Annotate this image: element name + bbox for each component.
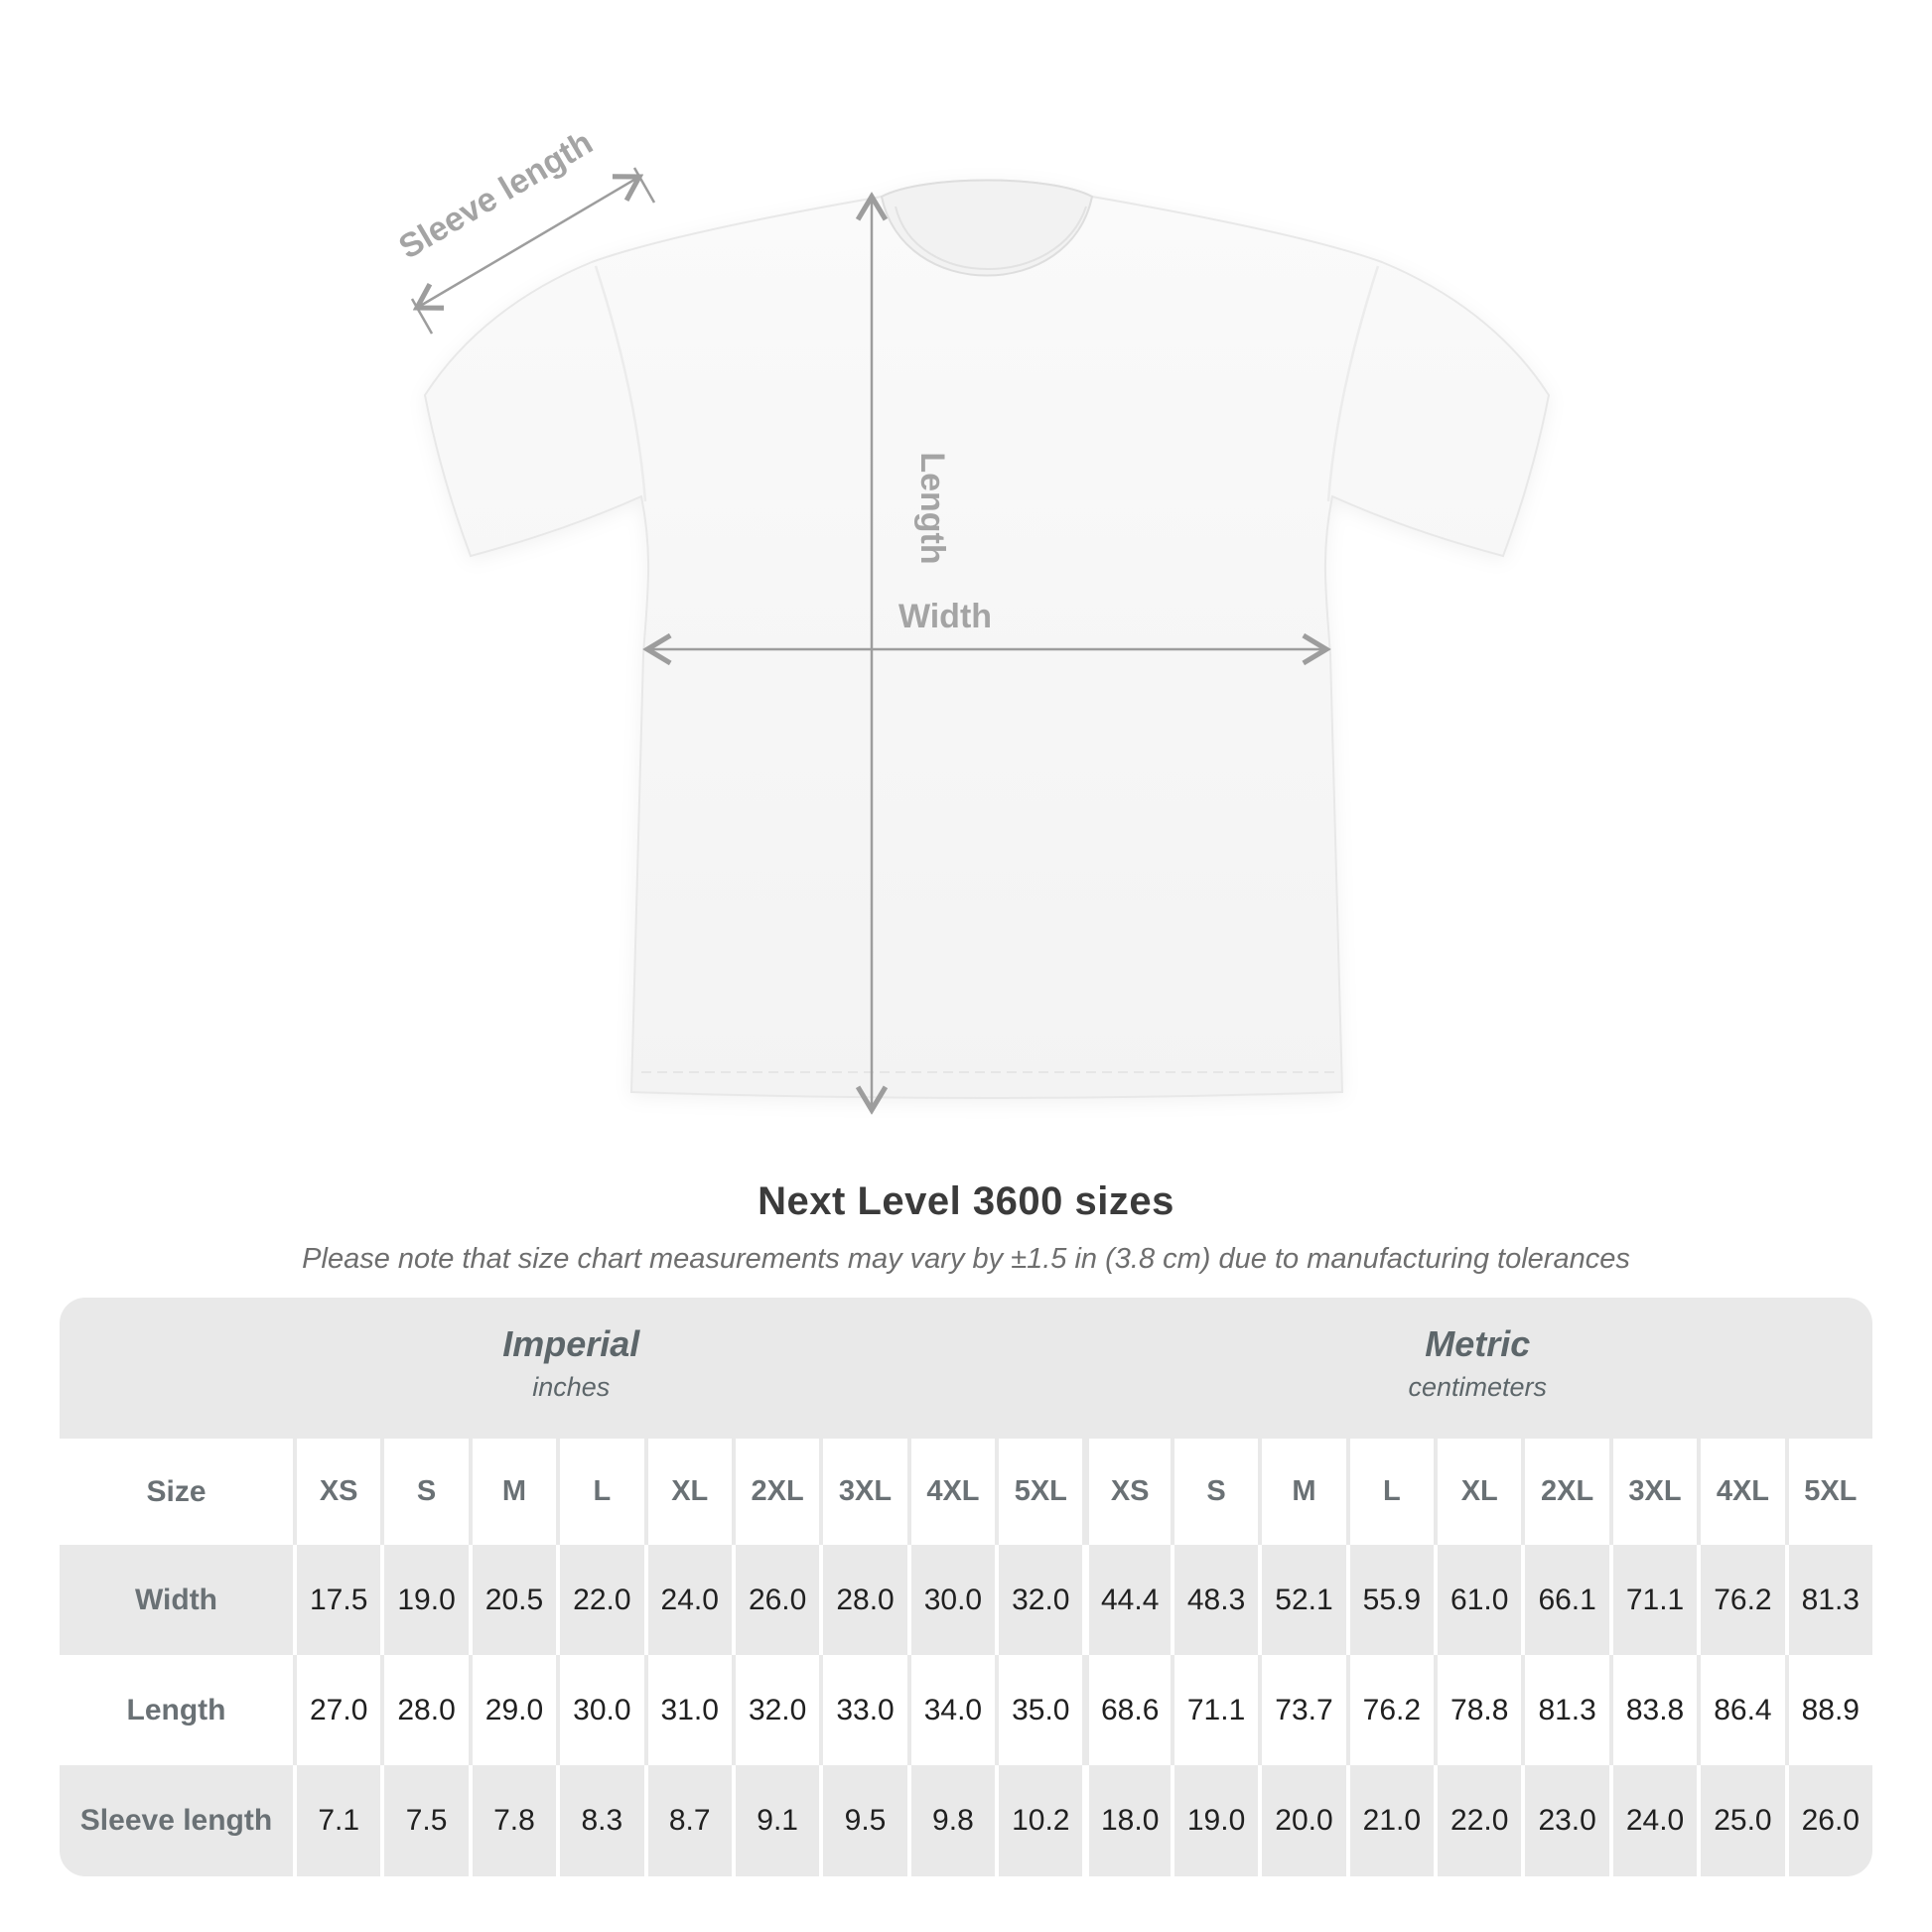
measure-value-cell: 31.0: [660, 1693, 719, 1726]
tshirt-shape: [425, 181, 1549, 1099]
size-col-header: S: [416, 1475, 437, 1507]
size-col-header: 4XL: [926, 1475, 980, 1507]
unit-section-row: [60, 1298, 1872, 1439]
measure-value-cell: 22.0: [573, 1583, 631, 1616]
measure-value-cell: 7.5: [405, 1804, 448, 1837]
measure-value-cell: 9.8: [932, 1804, 974, 1837]
measure-value-cell: 81.3: [1538, 1693, 1596, 1726]
size-col-header: 5XL: [1014, 1475, 1067, 1507]
measure-value-cell: 23.0: [1538, 1804, 1596, 1837]
imperial-subtitle: inches: [532, 1372, 611, 1403]
measure-value-cell: 7.1: [318, 1804, 360, 1837]
measure-value-cell: 30.0: [573, 1693, 631, 1726]
imperial-title: Imperial: [502, 1323, 640, 1364]
measure-value-cell: 55.9: [1362, 1583, 1422, 1616]
measure-value-cell: 71.1: [1186, 1693, 1246, 1726]
size-table: [60, 1298, 1872, 1876]
measure-value-cell: 66.1: [1538, 1583, 1596, 1616]
measure-value-cell: 34.0: [923, 1693, 983, 1726]
page-title: Next Level 3600 sizes: [758, 1179, 1174, 1223]
measure-value-cell: 9.5: [844, 1804, 887, 1837]
measure-value-cell: 73.7: [1275, 1693, 1333, 1726]
measure-value-cell: 24.0: [660, 1583, 719, 1616]
measure-value-cell: 25.0: [1714, 1804, 1772, 1837]
measure-value-cell: 32.0: [1012, 1583, 1070, 1616]
measure-value-cell: 9.1: [757, 1804, 798, 1837]
size-col-header: L: [593, 1475, 612, 1507]
measure-value-cell: 28.0: [836, 1583, 895, 1616]
measure-value-cell: 78.8: [1450, 1693, 1509, 1726]
measure-value-cell: 20.5: [484, 1583, 544, 1616]
measure-value-cell: 76.2: [1714, 1583, 1772, 1616]
measure-value-cell: 71.1: [1625, 1583, 1685, 1616]
width-label: Width: [897, 598, 993, 635]
measure-value-cell: 21.0: [1362, 1804, 1422, 1837]
measure-value-cell: 17.5: [309, 1583, 368, 1616]
measure-value-cell: 10.2: [1012, 1804, 1070, 1837]
measure-value-cell: 29.0: [484, 1693, 544, 1726]
table-row-length: [60, 1655, 1872, 1765]
measure-value-cell: 81.3: [1801, 1583, 1860, 1616]
size-col-header: S: [1206, 1475, 1226, 1507]
measure-value-cell: 35.0: [1012, 1693, 1070, 1726]
size-col-header: XS: [319, 1475, 358, 1507]
row-label-sleeve-length: Sleeve length: [79, 1804, 273, 1837]
measure-value-cell: 52.1: [1275, 1583, 1333, 1616]
measure-value-cell: 19.0: [397, 1583, 456, 1616]
metric-title: Metric: [1425, 1323, 1531, 1364]
size-col-header: XL: [671, 1475, 709, 1507]
measure-value-cell: 83.8: [1625, 1693, 1685, 1726]
metric-subtitle: centimeters: [1408, 1372, 1548, 1403]
measure-value-cell: 88.9: [1801, 1693, 1860, 1726]
measure-value-cell: 26.0: [1801, 1804, 1860, 1837]
size-col-header: 5XL: [1804, 1475, 1858, 1507]
measure-value-cell: 20.0: [1275, 1804, 1333, 1837]
measure-value-cell: 86.4: [1714, 1693, 1772, 1726]
row-label-length: Length: [126, 1693, 226, 1726]
table-row-width: [60, 1545, 1872, 1655]
measure-value-cell: 32.0: [748, 1693, 807, 1726]
size-col-header: 3XL: [1628, 1475, 1682, 1507]
size-col-header: M: [501, 1475, 527, 1507]
measure-value-cell: 8.7: [668, 1804, 711, 1837]
section-metric: [1083, 1298, 1873, 1439]
measure-value-cell: 27.0: [309, 1693, 368, 1726]
size-col-header: 2XL: [1541, 1475, 1594, 1507]
size-col-header: 2XL: [751, 1475, 804, 1507]
measure-value-cell: 7.8: [493, 1804, 535, 1837]
size-col-header: M: [1292, 1475, 1316, 1507]
measure-value-cell: 22.0: [1450, 1804, 1509, 1837]
measure-value-cell: 19.0: [1186, 1804, 1246, 1837]
measure-value-cell: 44.4: [1100, 1583, 1160, 1616]
measure-value-cell: 24.0: [1625, 1804, 1685, 1837]
measure-value-cell: 33.0: [836, 1693, 895, 1726]
measure-value-cell: 8.3: [581, 1804, 623, 1837]
size-col-header: 3XL: [838, 1475, 893, 1507]
sleeve-length-label: Sleeve length: [392, 123, 600, 267]
measure-value-cell: 28.0: [397, 1693, 456, 1726]
size-header-row: [60, 1439, 1872, 1545]
measure-value-cell: 68.6: [1100, 1693, 1160, 1726]
size-column-label: Size: [146, 1474, 207, 1508]
length-label: Length: [913, 452, 951, 565]
measure-value-cell: 48.3: [1186, 1583, 1246, 1616]
row-label-width: Width: [134, 1583, 218, 1616]
size-col-header: XS: [1110, 1475, 1150, 1507]
section-imperial: [60, 1298, 1083, 1439]
size-col-header: XL: [1460, 1475, 1498, 1507]
page-subtitle: Please note that size chart measurements may vary by ±1.5 in (3.8 cm) due to manufacturing tolerances: [302, 1243, 1630, 1275]
measure-value-cell: 18.0: [1100, 1804, 1160, 1837]
measure-value-cell: 26.0: [748, 1583, 807, 1616]
table-row-sleeve-length: [60, 1765, 1872, 1876]
size-col-header: L: [1382, 1475, 1401, 1507]
measure-value-cell: 61.0: [1450, 1583, 1509, 1616]
measure-value-cell: 76.2: [1362, 1693, 1422, 1726]
size-col-header: 4XL: [1716, 1475, 1769, 1507]
measure-value-cell: 30.0: [923, 1583, 983, 1616]
